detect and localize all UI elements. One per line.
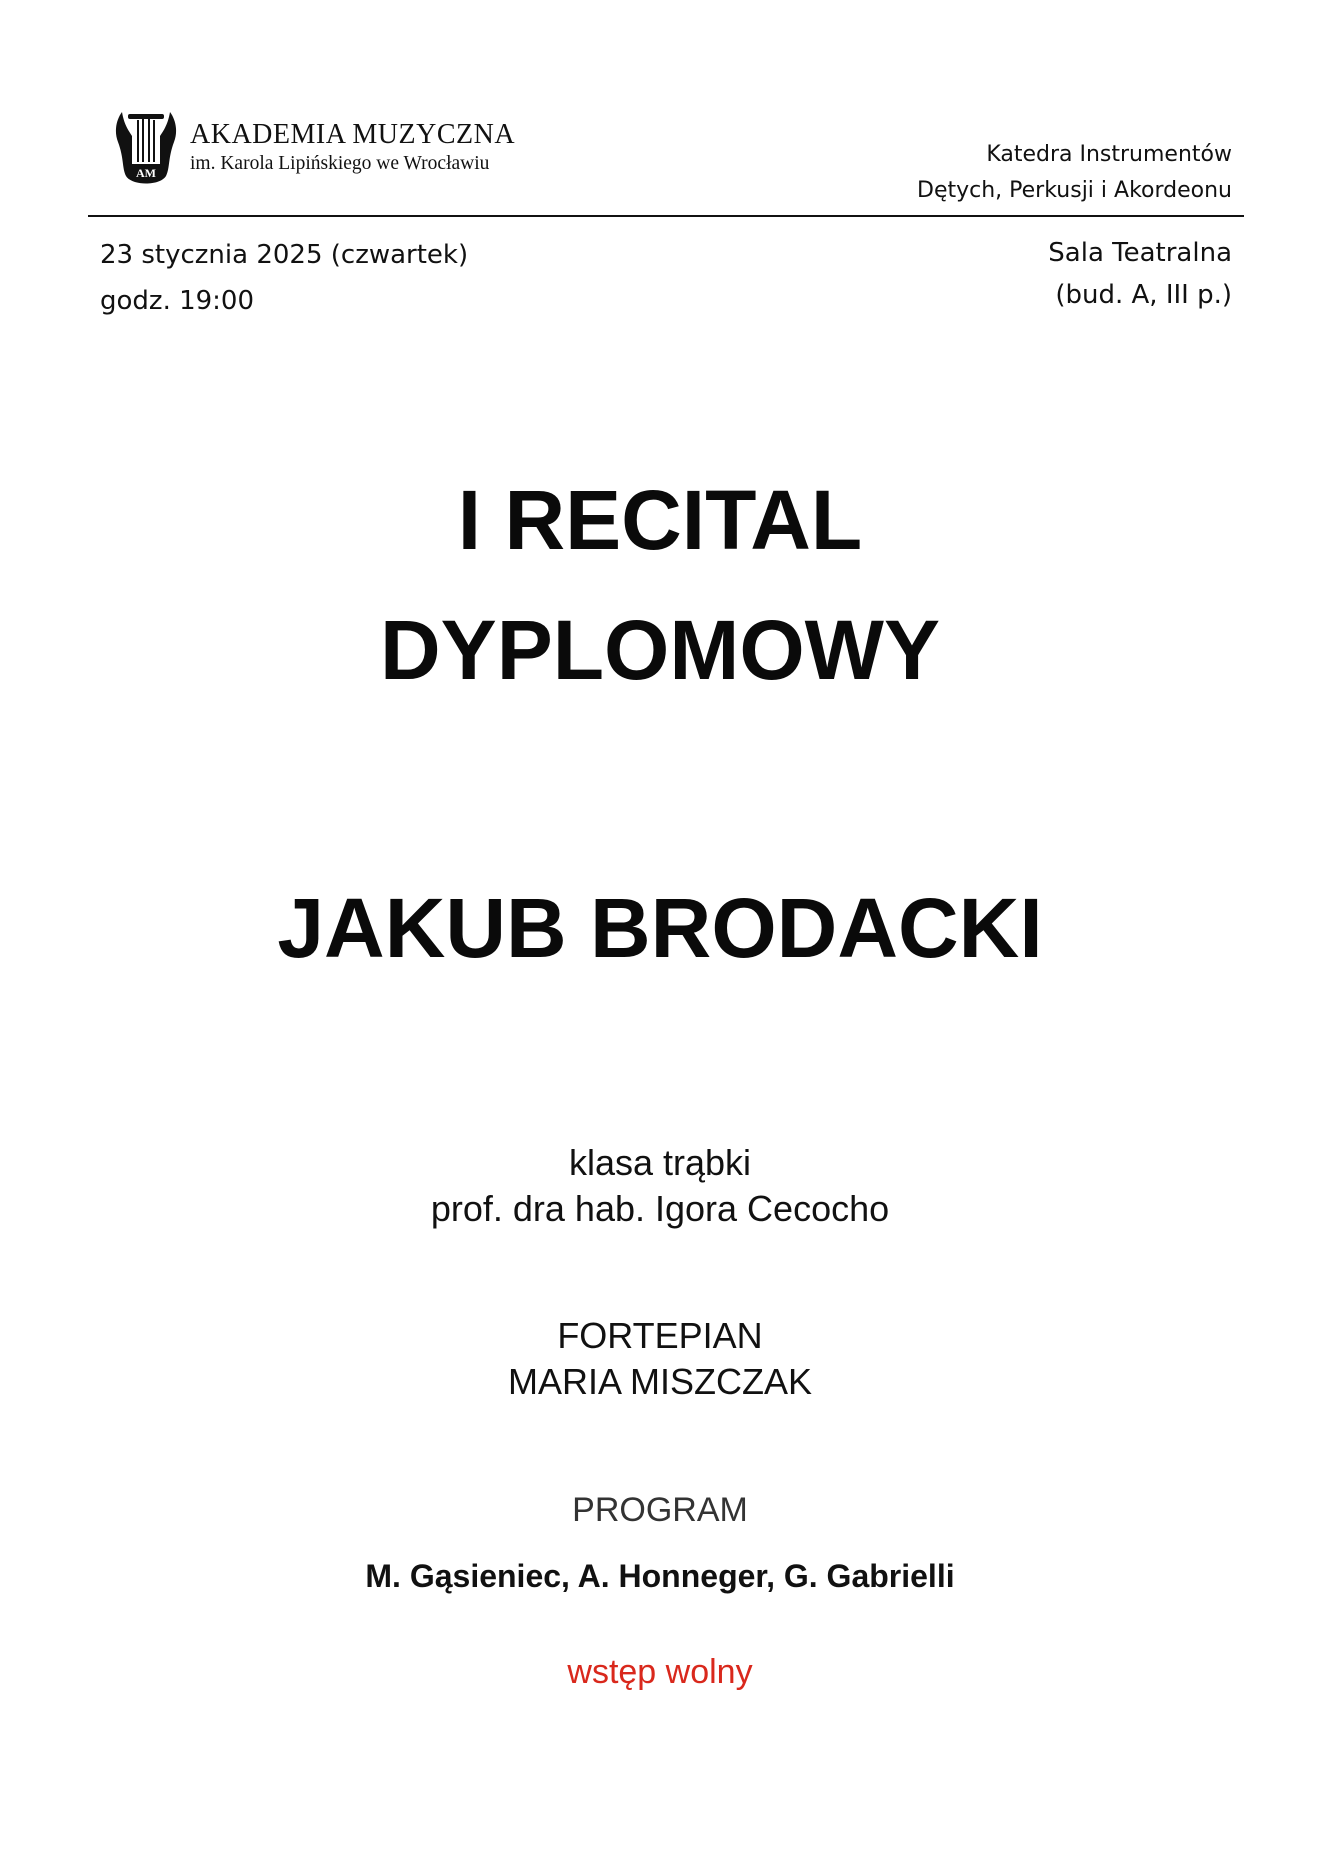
venue-detail: (bud. A, III p.) — [1055, 280, 1232, 310]
program-label: PROGRAM — [572, 1491, 748, 1529]
department-line-2: Dętych, Perkusji i Akordeonu — [917, 178, 1232, 203]
program-composers: M. Gąsieniec, A. Honneger, G. Gabrielli — [365, 1558, 955, 1594]
academy-subtitle: im. Karola Lipińskiego we Wrocławiu — [190, 153, 490, 174]
accompanist — [0, 1313, 1320, 1405]
title-line-2: DYPLOMOWY — [380, 603, 940, 697]
piano-label: FORTEPIAN — [557, 1315, 763, 1356]
class-professor: prof. dra hab. Igora Cecocho — [430, 1188, 890, 1229]
svg-text:AM: AM — [136, 166, 156, 180]
admission-note: wstęp wolny — [567, 1653, 753, 1691]
lyre-icon — [114, 106, 178, 188]
title-line-1: I RECITAL — [457, 473, 863, 567]
event-datetime — [100, 232, 468, 324]
performer-name: JAKUB BRODACKI — [277, 881, 1043, 975]
class-instrument: klasa trąbki — [568, 1142, 752, 1183]
department-line-1: Katedra Instrumentów — [986, 142, 1232, 167]
class-info — [0, 1140, 1320, 1232]
academy-name: AKADEMIA MUZYCZNA — [190, 119, 516, 150]
event-date: 23 stycznia 2025 (czwartek) — [100, 240, 469, 270]
pianist-name: MARIA MISZCZAK — [507, 1361, 813, 1402]
event-time: godz. 19:00 — [100, 286, 255, 316]
recital-title — [0, 455, 1320, 715]
header-divider — [88, 215, 1244, 217]
event-venue — [1048, 232, 1232, 316]
venue-name: Sala Teatralna — [1048, 238, 1232, 268]
department — [917, 137, 1232, 209]
